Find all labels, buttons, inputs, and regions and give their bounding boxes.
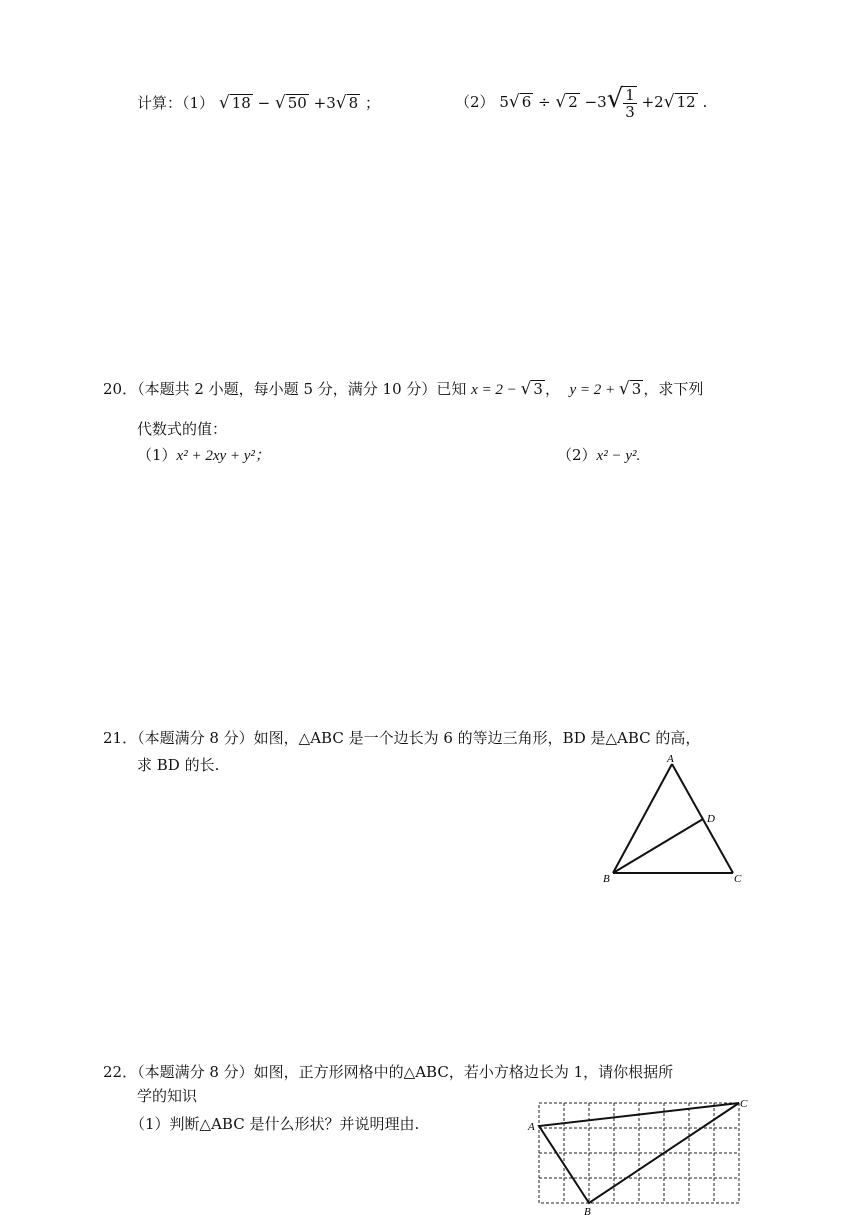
q21-label-d: D xyxy=(707,813,715,825)
q19-line xyxy=(137,92,380,113)
q22-text1: （本题满分 8 分）如图，正方形网格中的△ABC，若小方格边长为 1，请你根据所 xyxy=(137,1063,674,1081)
q19-p1-rad1: 18 xyxy=(231,94,251,112)
radical-icon: √ xyxy=(335,93,347,113)
q20-y-rad: 3 xyxy=(631,380,642,398)
q20-line1 xyxy=(103,378,703,399)
q22-line2: 学的知识 xyxy=(137,1087,198,1105)
q19-p1-op1: − xyxy=(257,94,271,112)
q20-tail: ，求下列 xyxy=(643,380,704,398)
q19-p1-rad3: 8 xyxy=(348,94,359,112)
q20-part2-expr: x² − y². xyxy=(596,448,641,464)
q20-part1-expr: x² + 2xy + y²； xyxy=(176,448,270,464)
radical-icon: √ xyxy=(520,379,532,399)
q19-p2-op2: +2 xyxy=(641,93,664,111)
q19-p1-op2: +3 xyxy=(313,94,336,112)
q19-p2-fraction xyxy=(623,86,637,120)
q20-part1 xyxy=(137,444,270,465)
q19-p2-frac-num: 1 xyxy=(625,86,635,104)
q20-text1: （本题共 2 小题，每小题 5 分，满分 10 分）已知 xyxy=(137,380,472,398)
q22-grid xyxy=(539,1103,739,1203)
q21-label-c: C xyxy=(734,873,742,885)
q22-label-b: B xyxy=(584,1206,591,1215)
q19-p2-rad2: 2 xyxy=(568,93,578,111)
q21-side-ab xyxy=(613,764,672,873)
q19-p2-rad1: 6 xyxy=(521,93,532,111)
q22-line3: （1）判断△ABC 是什么形状？并说明理由. xyxy=(130,1115,420,1133)
q19-p2-rad3: 12 xyxy=(676,93,696,111)
q21-label-a: A xyxy=(667,753,674,765)
q19-lead: 计算： xyxy=(137,94,183,112)
q19-p2-op1: −3 xyxy=(584,93,607,111)
q20-part1-label: （1） xyxy=(137,446,177,464)
q22-label-c: C xyxy=(740,1098,748,1110)
radical-icon: √ xyxy=(663,92,675,112)
q19-p1-rad2: 50 xyxy=(287,94,307,112)
q20-y-expr: y = 2 + xyxy=(569,382,619,398)
q20-x-expr: x = 2 − xyxy=(471,382,521,398)
radical-icon: √ xyxy=(218,93,230,113)
q22-line1 xyxy=(103,1061,673,1082)
q19-part2 xyxy=(455,84,707,120)
q22-label-a: A xyxy=(528,1121,535,1133)
radical-icon: √ xyxy=(508,92,520,112)
q21-triangle-figure xyxy=(595,752,755,887)
q20-number: 20． xyxy=(103,380,138,398)
q19-p2-end: . xyxy=(702,93,708,111)
radical-icon: √ xyxy=(618,379,630,399)
q22-grid-figure xyxy=(525,1095,760,1215)
q19-p2-a: 5 xyxy=(499,93,509,111)
q20-line2: 代数式的值： xyxy=(137,420,228,438)
q19-p2-div: ÷ xyxy=(538,93,551,111)
q19-part2-label: （2） xyxy=(455,93,495,111)
q20-sep: ， xyxy=(544,380,560,398)
q21-line1 xyxy=(103,727,700,748)
q19-p1-end: ； xyxy=(364,94,380,112)
q20-part2-label: （2） xyxy=(557,446,597,464)
q20-x-rad: 3 xyxy=(533,380,543,398)
q21-line2: 求 BD 的长. xyxy=(137,756,220,774)
q21-number: 21． xyxy=(103,729,138,747)
q19-part1-label: （1） xyxy=(182,94,215,112)
q21-label-b: B xyxy=(603,873,610,885)
q21-text1: （本题满分 8 分）如图，△ABC 是一个边长为 6 的等边三角形，BD 是△ABC 的高， xyxy=(137,729,701,747)
radical-icon: √ xyxy=(555,92,567,112)
q19-p2-frac-den: 3 xyxy=(625,103,635,121)
radical-icon: √ xyxy=(606,84,624,114)
q22-number: 22． xyxy=(103,1063,138,1081)
radical-icon: √ xyxy=(274,93,286,113)
q20-part2 xyxy=(557,444,640,465)
